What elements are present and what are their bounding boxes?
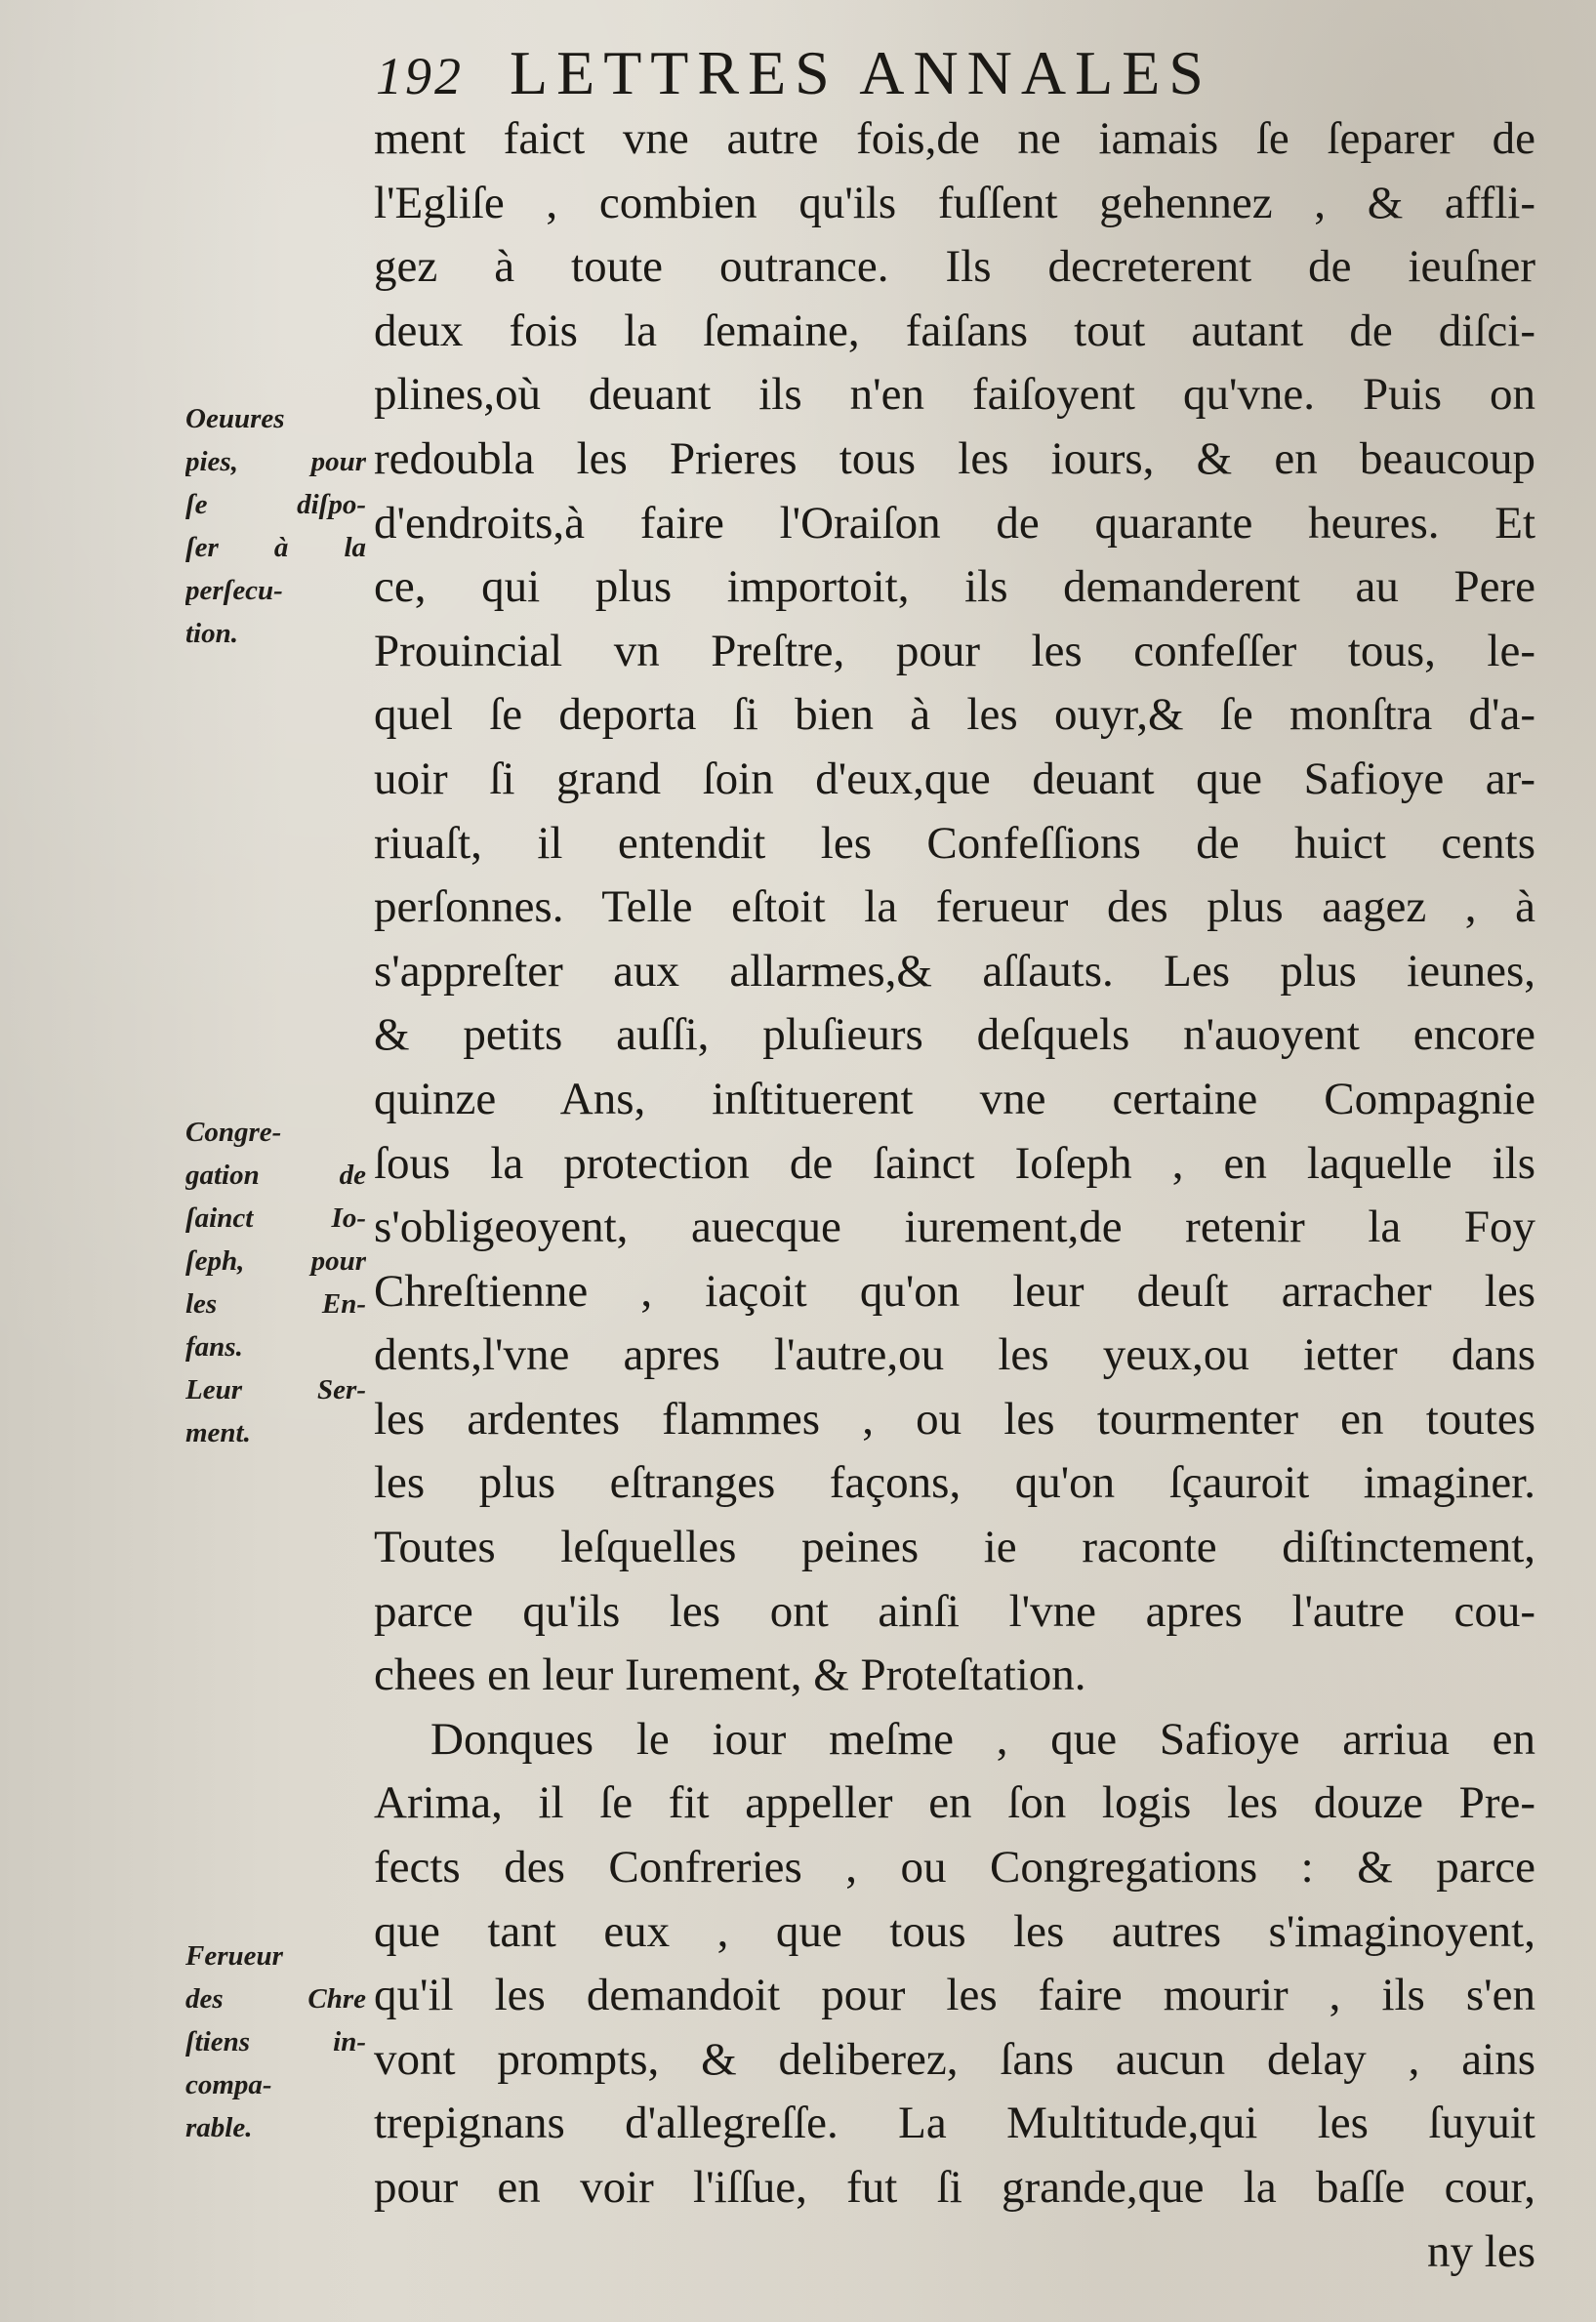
text-line: plines,où deuant ils n'en faiſoyent qu'vne. Puis on: [374, 369, 1535, 421]
margin-note-line: ſe diſpo-: [185, 489, 366, 520]
margin-note-line: tion.: [185, 618, 238, 649]
text-line: perſonnes. Telle eſtoit la ferueur des plus aagez , à: [374, 881, 1535, 933]
text-line: gez à toute outrance. Ils decreterent de ieuſner: [374, 241, 1535, 293]
margin-note-line: ſer à la: [185, 532, 366, 563]
text-line: les ardentes flammes , ou les tourmenter en toutes: [374, 1393, 1535, 1445]
margin-note-ferueur: [185, 1935, 366, 2149]
text-line: d'endroits,à faire l'Oraiſon de quarante heures. Et: [374, 497, 1535, 549]
text-line: quel ſe deporta ſi bien à les ouyr,& ſe monſtra d'a-: [374, 689, 1535, 741]
margin-note-oeuvres: [185, 397, 366, 655]
text-line: Prouincial vn Preſtre, pour les confeſſer tous, le-: [374, 625, 1535, 676]
text-line: Donques le iour meſme , que Safioye arriua en: [430, 1713, 1535, 1765]
text-line: parce qu'ils les ont ainſi l'vne apres l'autre cou-: [374, 1585, 1535, 1637]
margin-note-line: gation de: [185, 1160, 366, 1191]
margin-note-line: ment.: [185, 1417, 251, 1448]
margin-note-line: pies, pour: [185, 446, 366, 477]
body-text: [374, 107, 1535, 2284]
text-line: dents,l'vne apres l'autre,ou les yeux,ou ietter dans: [374, 1329, 1535, 1381]
margin-note-line: Leur Ser-: [185, 1374, 366, 1405]
text-line: quinze Ans, inſtituerent vne certaine Compagnie: [374, 1073, 1535, 1124]
margin-note-line: perſecu-: [185, 575, 283, 606]
text-line: deux fois la ſemaine, faiſans tout autant de diſci-: [374, 305, 1535, 356]
margin-note-congregation: [185, 1111, 366, 1454]
text-line: & petits auſſi, pluſieurs deſquels n'auoyent encore: [374, 1009, 1535, 1061]
margin-note-line: ſeph, pour: [185, 1245, 366, 1277]
margin-note-line: rable.: [185, 2112, 253, 2143]
margin-note-line: Congre-: [185, 1117, 282, 1148]
text-line: riuaſt, il entendit les Confeſſions de huict cents: [374, 817, 1535, 869]
text-line: ment faict vne autre fois,de ne iamais ſe ſeparer de: [374, 113, 1535, 164]
text-line: que tant eux , que tous les autres s'imaginoyent,: [374, 1905, 1535, 1957]
text-line: Toutes leſquelles peines ie raconte diſtinctement,: [374, 1522, 1535, 1573]
text-line: uoir ſi grand ſoin d'eux,que deuant que Safioye ar-: [374, 753, 1535, 804]
text-line: s'obligeoyent, auecque iurement,de retenir la Foy: [374, 1202, 1535, 1253]
text-line: s'appreſter aux allarmes,& aſſauts. Les plus ieunes,: [374, 945, 1535, 997]
margin-note-line: compa-: [185, 2069, 272, 2100]
margin-note-line: ſtiens in-: [185, 2026, 366, 2057]
text-line: l'Egliſe , combien qu'ils fuſſent gehennez , & affli-: [374, 177, 1535, 228]
running-title: LETTRES ANNALES: [510, 38, 1212, 107]
text-line: Chreſtienne , iaçoit qu'on leur deuſt arracher les: [374, 1265, 1535, 1317]
text-line: pour en voir l'iſſue, fut ſi grande,que la baſſe cour,: [374, 2162, 1535, 2213]
margin-note-line: ſainct Io-: [185, 1202, 366, 1234]
text-line: ce, qui plus importoit, ils demanderent au Pere: [374, 561, 1535, 613]
text-line: qu'il les demandoit pour les faire mourir , ils s'en: [374, 1970, 1535, 2021]
text-line: ſous la protection de ſainct Ioſeph , en laquelle ils: [374, 1137, 1535, 1189]
running-head: [376, 37, 1352, 105]
text-line: chees en leur Iurement, & Proteſtation.: [374, 1650, 1086, 1701]
text-line: les plus eſtranges façons, qu'on ſçauroit imaginer.: [374, 1457, 1535, 1509]
margin-note-line: Ferueur: [185, 1940, 283, 1972]
margin-note-line: les En-: [185, 1288, 366, 1320]
margin-note-line: des Chre: [185, 1983, 366, 2015]
text-line: Arima, il ſe fit appeller en ſon logis les douze Pre-: [374, 1777, 1535, 1829]
margin-note-line: fans.: [185, 1331, 243, 1363]
catchword: ny les: [1427, 2225, 1535, 2277]
margin-note-line: Oeuures: [185, 403, 285, 434]
text-line: trepignans d'allegreſſe. La Multitude,qui les ſuyuit: [374, 2098, 1535, 2149]
page-number: 192: [376, 47, 464, 105]
text-line: redoubla les Prieres tous les iours, & en beaucoup: [374, 432, 1535, 484]
text-line: vont prompts, & deliberez, ſans aucun delay , ains: [374, 2033, 1535, 2085]
text-line: fects des Confreries , ou Congregations : & parce: [374, 1842, 1535, 1894]
